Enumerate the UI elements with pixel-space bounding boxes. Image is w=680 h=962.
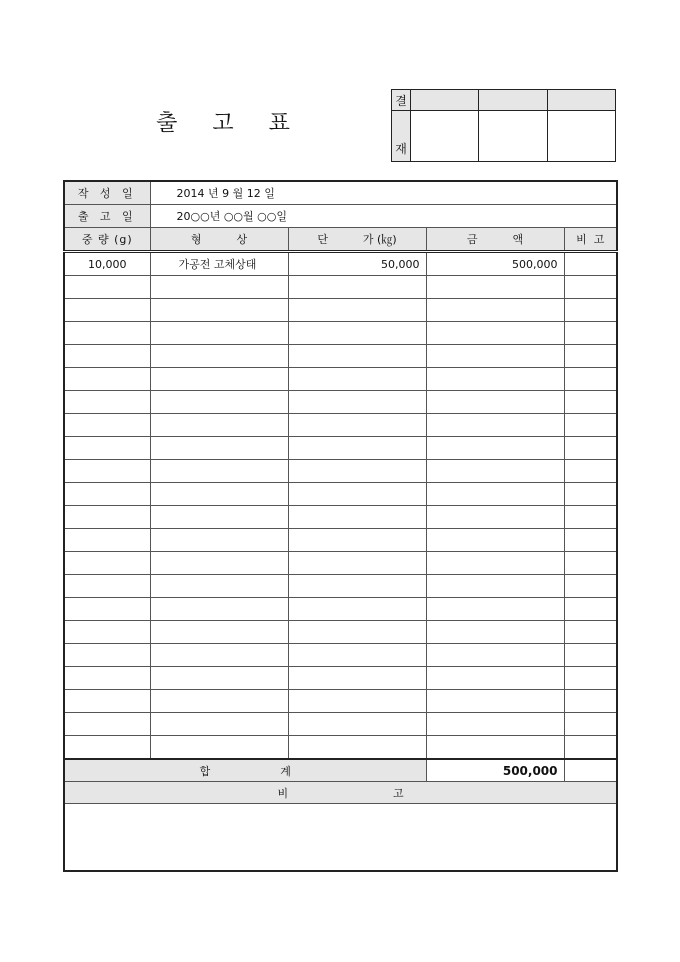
row-unit-price-cell[interactable] [288, 276, 426, 299]
row-weight-cell[interactable] [64, 552, 150, 575]
row-shape-cell[interactable] [150, 414, 288, 437]
approval-header-cell [479, 90, 547, 111]
row-weight-cell[interactable] [64, 299, 150, 322]
row-weight-cell[interactable] [64, 736, 150, 760]
table-row [64, 322, 617, 345]
row-amount-cell[interactable] [426, 575, 564, 598]
row-unit-price-cell[interactable] [288, 322, 426, 345]
row-note-cell[interactable] [564, 460, 617, 483]
row-unit-price-cell[interactable] [288, 483, 426, 506]
row-amount-cell[interactable] [426, 667, 564, 690]
total-note-cell [564, 759, 617, 782]
remarks-field[interactable] [64, 804, 617, 872]
row-unit-price-cell[interactable] [288, 506, 426, 529]
table-row [64, 345, 617, 368]
row-note-cell[interactable] [564, 644, 617, 667]
row-note-cell[interactable] [564, 252, 617, 276]
shipped-date-value[interactable]: 20○○년 ○○월 ○○일 [150, 205, 617, 228]
row-amount-cell[interactable] [426, 598, 564, 621]
row-note-cell[interactable] [564, 736, 617, 760]
table-row [64, 483, 617, 506]
row-shape-cell[interactable] [150, 690, 288, 713]
row-amount-cell[interactable] [426, 299, 564, 322]
row-unit-price-cell[interactable] [288, 598, 426, 621]
row-weight-cell[interactable] [64, 276, 150, 299]
created-date-label: 작 성 일 [64, 181, 150, 205]
row-weight-cell[interactable] [64, 644, 150, 667]
table-row [64, 437, 617, 460]
row-shape-cell[interactable] [150, 483, 288, 506]
row-note-cell[interactable] [564, 437, 617, 460]
row-amount-cell[interactable] [426, 322, 564, 345]
row-shape-cell[interactable] [150, 322, 288, 345]
row-amount-cell[interactable] [426, 276, 564, 299]
row-weight-cell[interactable] [64, 345, 150, 368]
row-shape-cell[interactable] [150, 552, 288, 575]
row-note-cell[interactable] [564, 368, 617, 391]
row-note-cell[interactable] [564, 322, 617, 345]
row-unit-price-cell[interactable] [288, 736, 426, 760]
row-shape-cell[interactable] [150, 736, 288, 760]
row-note-cell[interactable] [564, 667, 617, 690]
row-shape-cell[interactable]: 가공전 고체상태 [150, 252, 288, 276]
row-weight-cell[interactable] [64, 575, 150, 598]
row-weight-cell[interactable] [64, 621, 150, 644]
table-row [64, 621, 617, 644]
approval-signature-cell[interactable] [411, 111, 479, 162]
row-unit-price-cell[interactable] [288, 690, 426, 713]
row-shape-cell[interactable] [150, 299, 288, 322]
row-weight-cell[interactable] [64, 690, 150, 713]
table-row [64, 667, 617, 690]
row-amount-cell[interactable] [426, 414, 564, 437]
row-shape-cell[interactable] [150, 391, 288, 414]
row-unit-price-cell[interactable] [288, 391, 426, 414]
column-header-row [64, 228, 617, 252]
row-note-cell[interactable] [564, 713, 617, 736]
row-note-cell[interactable] [564, 483, 617, 506]
column-header-unit-price: 단 가 (㎏) [288, 228, 426, 252]
page-title: 출 고 표 [156, 111, 304, 136]
row-unit-price-cell[interactable] [288, 575, 426, 598]
table-row [64, 552, 617, 575]
row-unit-price-cell[interactable] [288, 345, 426, 368]
row-unit-price-cell[interactable] [288, 460, 426, 483]
row-amount-cell[interactable] [426, 713, 564, 736]
row-shape-cell[interactable] [150, 276, 288, 299]
row-unit-price-cell[interactable] [288, 644, 426, 667]
table-row [64, 644, 617, 667]
table-row [64, 414, 617, 437]
row-shape-cell[interactable] [150, 460, 288, 483]
row-shape-cell[interactable] [150, 506, 288, 529]
row-note-cell[interactable] [564, 529, 617, 552]
approval-header-cell [547, 90, 615, 111]
table-row [64, 598, 617, 621]
table-row [64, 736, 617, 760]
row-shape-cell[interactable] [150, 713, 288, 736]
row-shape-cell[interactable] [150, 598, 288, 621]
row-amount-cell[interactable] [426, 736, 564, 760]
row-amount-cell[interactable] [426, 621, 564, 644]
row-amount-cell[interactable] [426, 437, 564, 460]
shipment-form [63, 180, 618, 872]
row-shape-cell[interactable] [150, 529, 288, 552]
row-weight-cell[interactable] [64, 414, 150, 437]
row-amount-cell[interactable]: 500,000 [426, 252, 564, 276]
table-row [64, 299, 617, 322]
row-shape-cell[interactable] [150, 644, 288, 667]
table-row [64, 460, 617, 483]
row-unit-price-cell[interactable] [288, 368, 426, 391]
row-unit-price-cell[interactable] [288, 621, 426, 644]
row-note-cell[interactable] [564, 345, 617, 368]
row-shape-cell[interactable] [150, 575, 288, 598]
row-shape-cell[interactable] [150, 345, 288, 368]
row-amount-cell[interactable] [426, 644, 564, 667]
row-weight-cell[interactable] [64, 713, 150, 736]
row-amount-cell[interactable] [426, 391, 564, 414]
approval-signature-cell[interactable] [547, 111, 615, 162]
row-weight-cell[interactable] [64, 322, 150, 345]
row-shape-cell[interactable] [150, 437, 288, 460]
approval-label-bottom: 재 [392, 111, 411, 162]
row-weight-cell[interactable] [64, 506, 150, 529]
row-note-cell[interactable] [564, 506, 617, 529]
approval-label-top: 결 [392, 90, 411, 111]
row-note-cell[interactable] [564, 598, 617, 621]
row-shape-cell[interactable] [150, 667, 288, 690]
shipped-date-label: 출 고 일 [64, 205, 150, 228]
row-weight-cell[interactable] [64, 483, 150, 506]
table-row [64, 690, 617, 713]
row-note-cell[interactable] [564, 299, 617, 322]
row-amount-cell[interactable] [426, 460, 564, 483]
row-weight-cell[interactable] [64, 529, 150, 552]
row-weight-cell[interactable] [64, 460, 150, 483]
table-row [64, 506, 617, 529]
row-unit-price-cell[interactable]: 50,000 [288, 252, 426, 276]
approval-box [391, 89, 616, 162]
column-header-note: 비 고 [564, 228, 617, 252]
row-amount-cell[interactable] [426, 529, 564, 552]
table-row [64, 575, 617, 598]
row-amount-cell[interactable] [426, 368, 564, 391]
row-amount-cell[interactable] [426, 345, 564, 368]
row-shape-cell[interactable] [150, 368, 288, 391]
row-amount-cell[interactable] [426, 552, 564, 575]
row-note-cell[interactable] [564, 414, 617, 437]
row-note-cell[interactable] [564, 621, 617, 644]
table-row [64, 276, 617, 299]
row-unit-price-cell[interactable] [288, 552, 426, 575]
created-date-value[interactable]: 2014 년 9 월 12 일 [150, 181, 617, 205]
row-weight-cell[interactable] [64, 391, 150, 414]
row-weight-cell[interactable]: 10,000 [64, 252, 150, 276]
row-unit-price-cell[interactable] [288, 299, 426, 322]
approval-header-cell [411, 90, 479, 111]
row-weight-cell[interactable] [64, 437, 150, 460]
row-note-cell[interactable] [564, 575, 617, 598]
row-note-cell[interactable] [564, 391, 617, 414]
row-weight-cell[interactable] [64, 368, 150, 391]
row-unit-price-cell[interactable] [288, 667, 426, 690]
row-shape-cell[interactable] [150, 621, 288, 644]
table-row [64, 391, 617, 414]
table-row [64, 529, 617, 552]
total-label: 합 계 [64, 759, 426, 782]
row-note-cell[interactable] [564, 552, 617, 575]
row-weight-cell[interactable] [64, 667, 150, 690]
table-row [64, 252, 617, 276]
row-unit-price-cell[interactable] [288, 713, 426, 736]
column-header-weight: 중 량 (g) [64, 228, 150, 252]
row-unit-price-cell[interactable] [288, 414, 426, 437]
row-note-cell[interactable] [564, 276, 617, 299]
row-unit-price-cell[interactable] [288, 437, 426, 460]
row-note-cell[interactable] [564, 690, 617, 713]
remarks-label: 비 고 [64, 782, 617, 804]
row-amount-cell[interactable] [426, 506, 564, 529]
column-header-shape: 형 상 [150, 228, 288, 252]
table-row [64, 713, 617, 736]
total-amount: 500,000 [426, 759, 564, 782]
column-header-amount: 금 액 [426, 228, 564, 252]
row-unit-price-cell[interactable] [288, 529, 426, 552]
approval-signature-cell[interactable] [479, 111, 547, 162]
row-amount-cell[interactable] [426, 690, 564, 713]
table-row [64, 368, 617, 391]
row-amount-cell[interactable] [426, 483, 564, 506]
row-weight-cell[interactable] [64, 598, 150, 621]
